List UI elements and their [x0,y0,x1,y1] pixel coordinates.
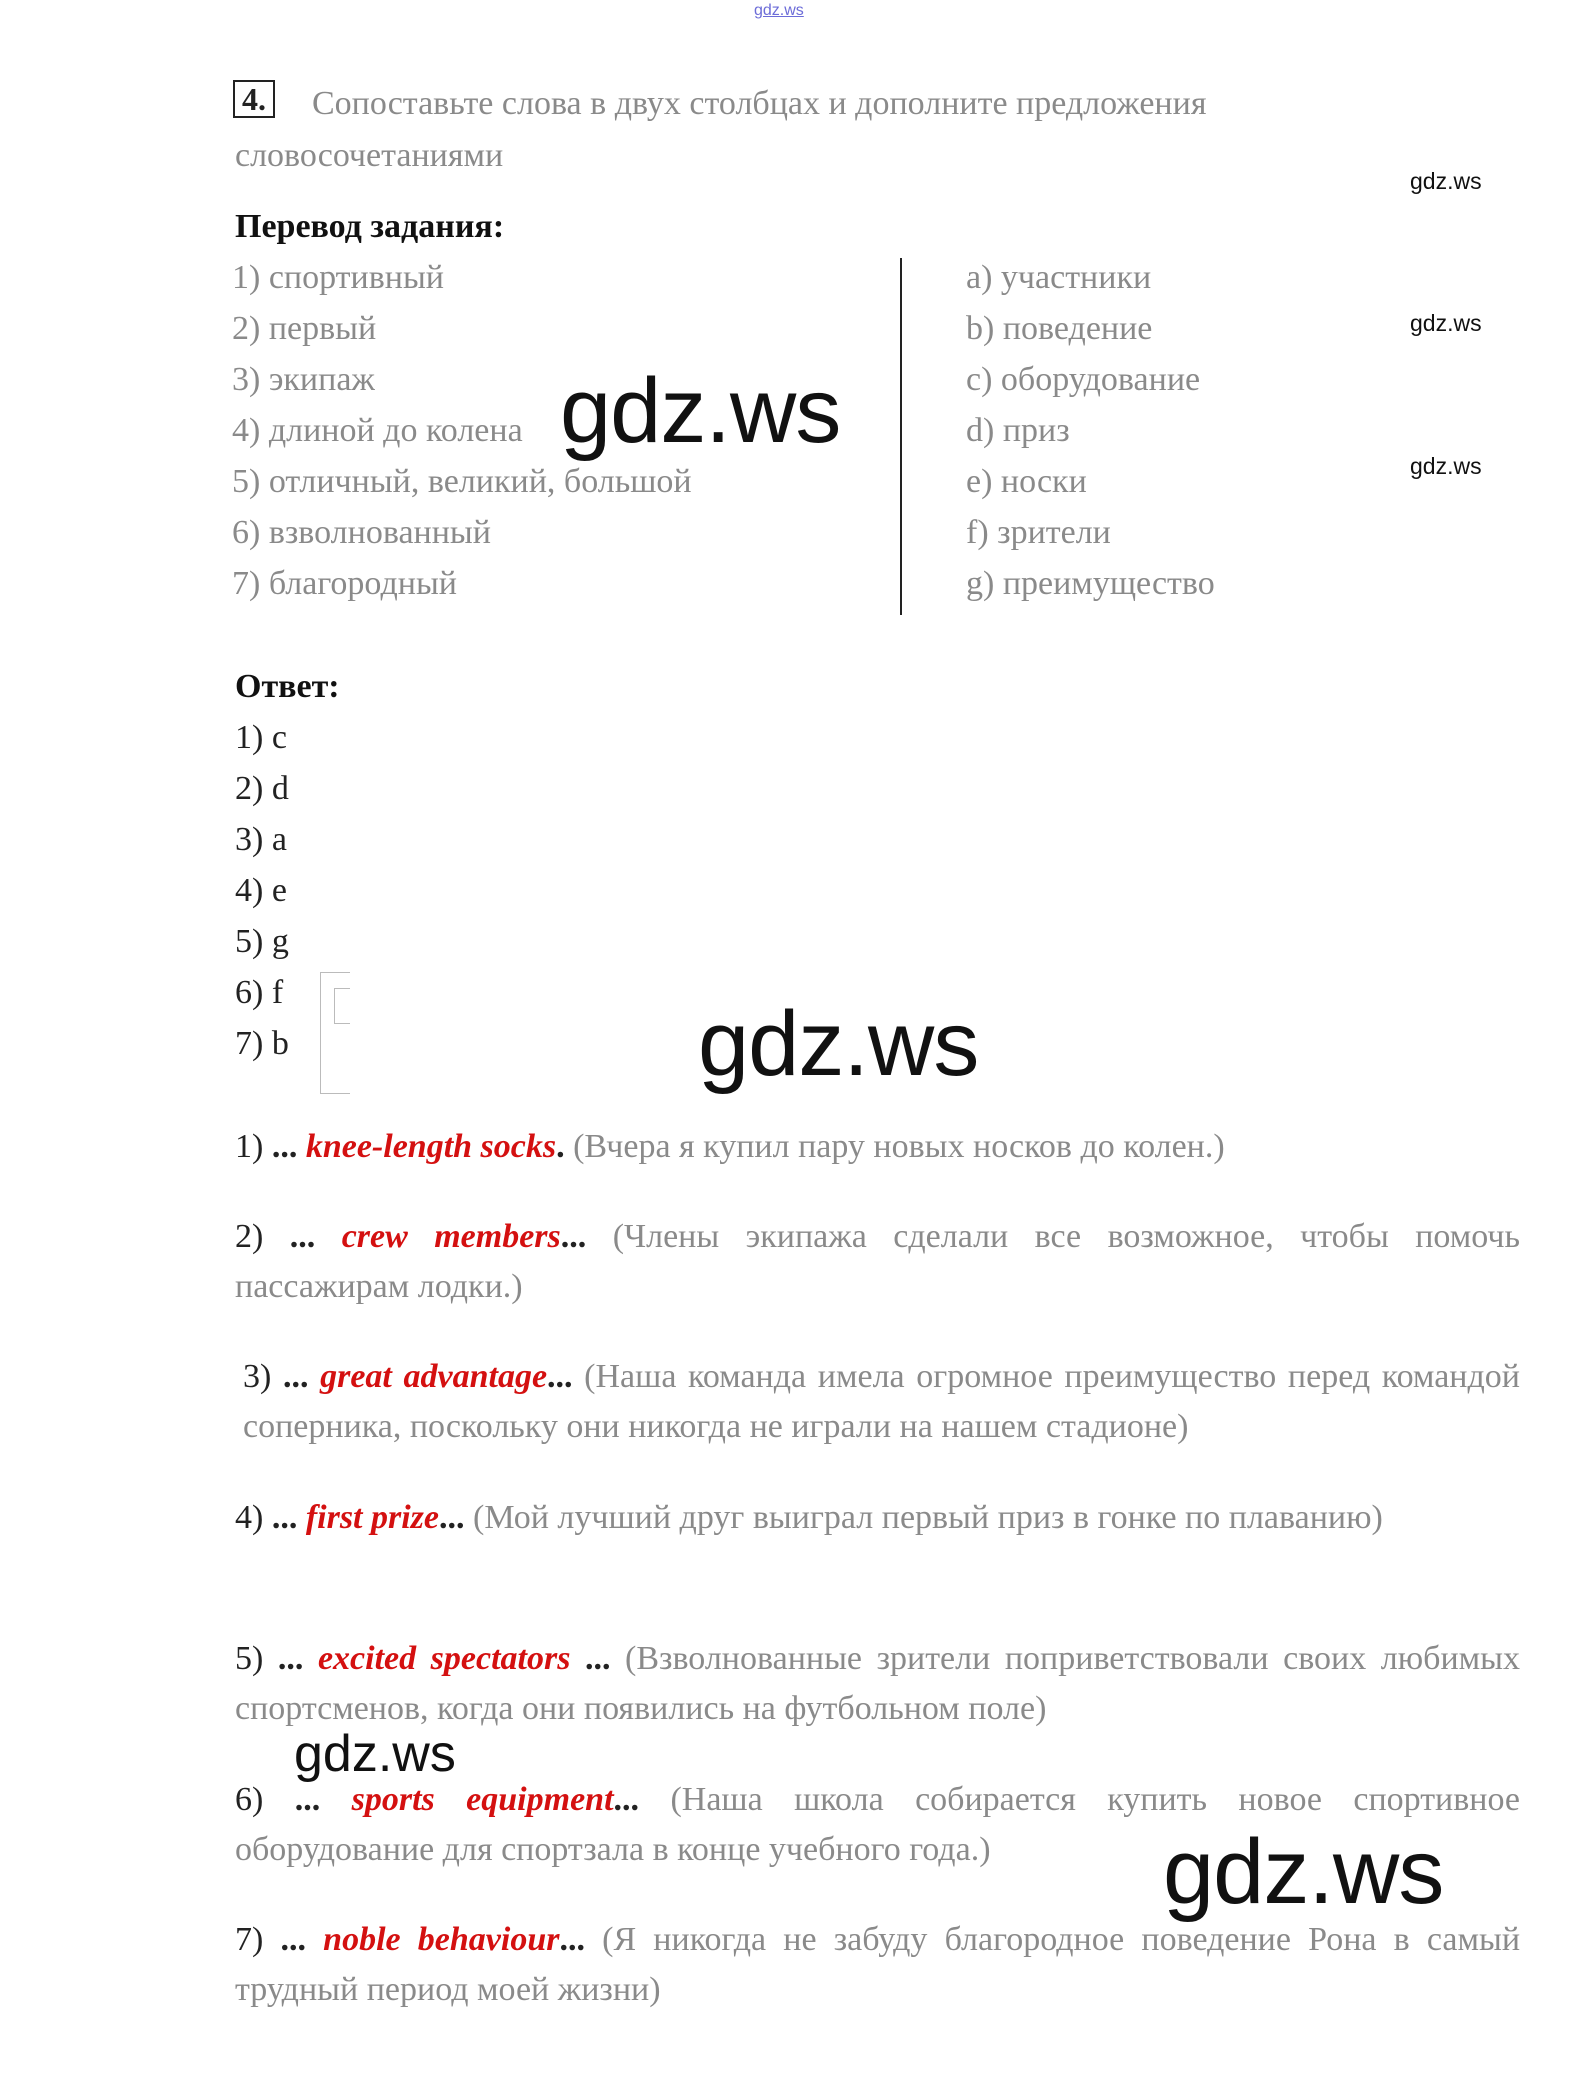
column-divider [900,258,902,615]
left-item: 4) длиной до колена [232,412,523,449]
sentence [235,1122,1520,1172]
sentence-dots: ... [559,1921,603,1958]
sentence-translation: (Наша школа собирается купить новое спортивное оборудование для спортзала в конце учебного года.) [235,1781,1521,1868]
left-item: 5) отличный, великий, большой [232,463,692,500]
sentence-phrase: first prize [305,1499,440,1536]
task-text-line1: Сопоставьте слова в двух столбцах и дополните предложения [312,85,1207,122]
answer-item: 5) g [235,923,289,960]
sentence-phrase: excited spectators [317,1640,571,1677]
sentence-translation: (Я никогда не забуду благородное поведение Рона в самый трудный период моей жизни) [235,1921,1521,2008]
sentence-number: 1) [235,1128,264,1165]
sentence [235,1634,1520,1734]
watermark-medium: gdz.ws [294,1725,456,1783]
watermark-big: gdz.ws [698,993,979,1095]
right-item: d) приз [966,412,1070,449]
watermark-big: gdz.ws [1163,1821,1444,1923]
sentence-number: 7) [235,1921,264,1958]
right-item: a) участники [966,259,1152,296]
answer-heading: Ответ: [235,668,340,705]
watermark-top: gdz.ws [754,2,804,19]
sentence-translation: (Члены экипажа сделали все возможное, чтобы помочь пассажирам лодки.) [235,1218,1521,1305]
answer-item: 4) e [235,872,287,909]
sentence [235,1493,1520,1543]
sentence [235,1915,1520,2015]
task-text-line2: словосочетаниями [235,137,504,174]
right-item: c) оборудование [966,361,1201,398]
right-item: f) зрители [966,514,1111,551]
right-item: b) поведение [966,310,1153,347]
sentence-number: 5) [235,1640,264,1677]
answer-item: 1) c [235,719,287,756]
sentence-translation: (Взволнованные зрители поприветствовали своих любимых спортсменов, когда они появились на футбольном поле) [235,1640,1521,1727]
sentence-dots: ... [547,1358,585,1395]
sentence-number: 6) [235,1781,264,1818]
answer-item: 6) f [235,974,284,1011]
sentence-dots: ... [263,1781,352,1818]
left-item: 6) взволнованный [232,514,491,551]
task-number: 4. [233,80,275,118]
sentence-phrase: great advantage [320,1358,548,1395]
watermark-small: gdz.ws [1410,453,1482,479]
sentence-dots: ... [263,1499,306,1536]
translation-heading: Перевод задания: [235,208,505,245]
sentence-number: 3) [243,1358,272,1395]
sentence [235,1352,1520,1452]
left-item: 7) благородный [232,565,457,602]
sentence-dots: ... [263,1128,306,1165]
answer-item: 2) d [235,770,289,807]
sentence-translation: (Мой лучший друг выиграл первый приз в гонке по плаванию) [473,1499,1383,1536]
sentence-translation: (Вчера я купил пару новых носков до колен.) [573,1128,1225,1165]
sentence-dots: ... [439,1499,474,1536]
sentence-number: 4) [235,1499,264,1536]
left-item: 2) первый [232,310,377,347]
watermark-small: gdz.ws [1410,310,1482,336]
sentence [235,1212,1520,1312]
answer-item: 3) a [235,821,287,858]
sentence-phrase: crew members [341,1218,561,1255]
sentence-dots: ... [613,1781,671,1818]
sentence-number: 2) [235,1218,264,1255]
sentence-phrase: noble behaviour [323,1921,560,1958]
watermark-small: gdz.ws [1410,168,1482,194]
bracket-decoration [334,988,350,1024]
sentence-translation: (Наша команда имела огромное преимущество перед командой соперника, поскольку они никогда не играли на нашем стадионе) [243,1358,1520,1445]
sentence-dots: ... [271,1358,321,1395]
answer-item: 7) b [235,1025,289,1062]
left-item: 3) экипаж [232,361,375,398]
sentence-dots: ... [263,1218,342,1255]
sentence-phrase: knee-length socks [305,1128,557,1165]
sentence-dots: ... [263,1640,318,1677]
sentence-dots: ... [570,1640,626,1677]
right-item: e) носки [966,463,1087,500]
left-item: 1) спортивный [232,259,445,296]
watermark-big: gdz.ws [560,360,841,462]
right-item: g) преимущество [966,565,1215,602]
sentence-phrase: sports equipment [351,1781,614,1818]
sentence-dots: . [556,1128,574,1165]
sentence-dots: ... [263,1921,324,1958]
sentence-dots: ... [560,1218,613,1255]
